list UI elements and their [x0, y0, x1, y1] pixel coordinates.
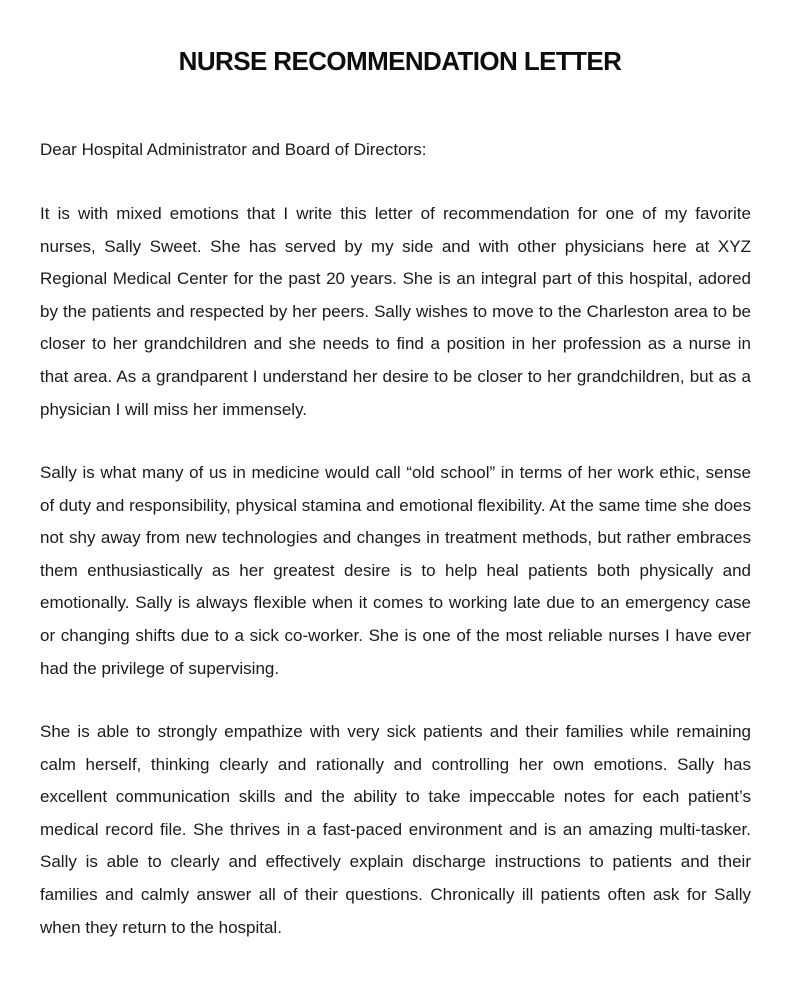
paragraph-1: It is with mixed emotions that I write this letter of recommendation for one of my favorite nurses, Sally Sweet. She has served by my side and with other physicians here at XYZ Regional Medical Center for the past 20 years. She is an integral part of this hospital, adored by the patients and respected by her peers. Sally wishes to move to the Charleston area to be closer to her grandchildren and she needs to find a position in her profession as a nurse in that area. As a grandparent I understand her desire to be closer to her grandchildren, but as a physician I will miss her immensely. — [40, 204, 751, 419]
paragraph-2: Sally is what many of us in medicine would call “old school” in terms of her work ethic, sense of duty and responsibility, physical stamina and emotional flexibility. At the same time she does not shy away from new technologies and changes in treatment methods, but rather embraces them enthusiastically as her greatest desire is to help heal patients both physically and emotionally. Sally is always flexible when it comes to working late due to an emergency case or changing shifts due to a sick co-worker. She is one of the most reliable nurses I have ever had the privilege of supervising. — [40, 463, 751, 678]
letter-title: NURSE RECOMMENDATION LETTER — [178, 46, 622, 76]
paragraph-3: She is able to strongly empathize with very sick patients and their families while remaining calm herself, thinking clearly and rationally and controlling her own emotions. Sally has excellent communication skills and the ability to take impeccable notes for each patient’s medical record file. She thrives in a fast-paced environment and is an amazing multi-tasker. Sally is able to clearly and effectively explain discharge instructions to patients and their families and calmly answer all of their questions. Chronically ill patients often ask for Sally when they return to the hospital. — [40, 722, 751, 937]
salutation: Dear Hospital Administrator and Board of Directors: — [40, 140, 427, 159]
